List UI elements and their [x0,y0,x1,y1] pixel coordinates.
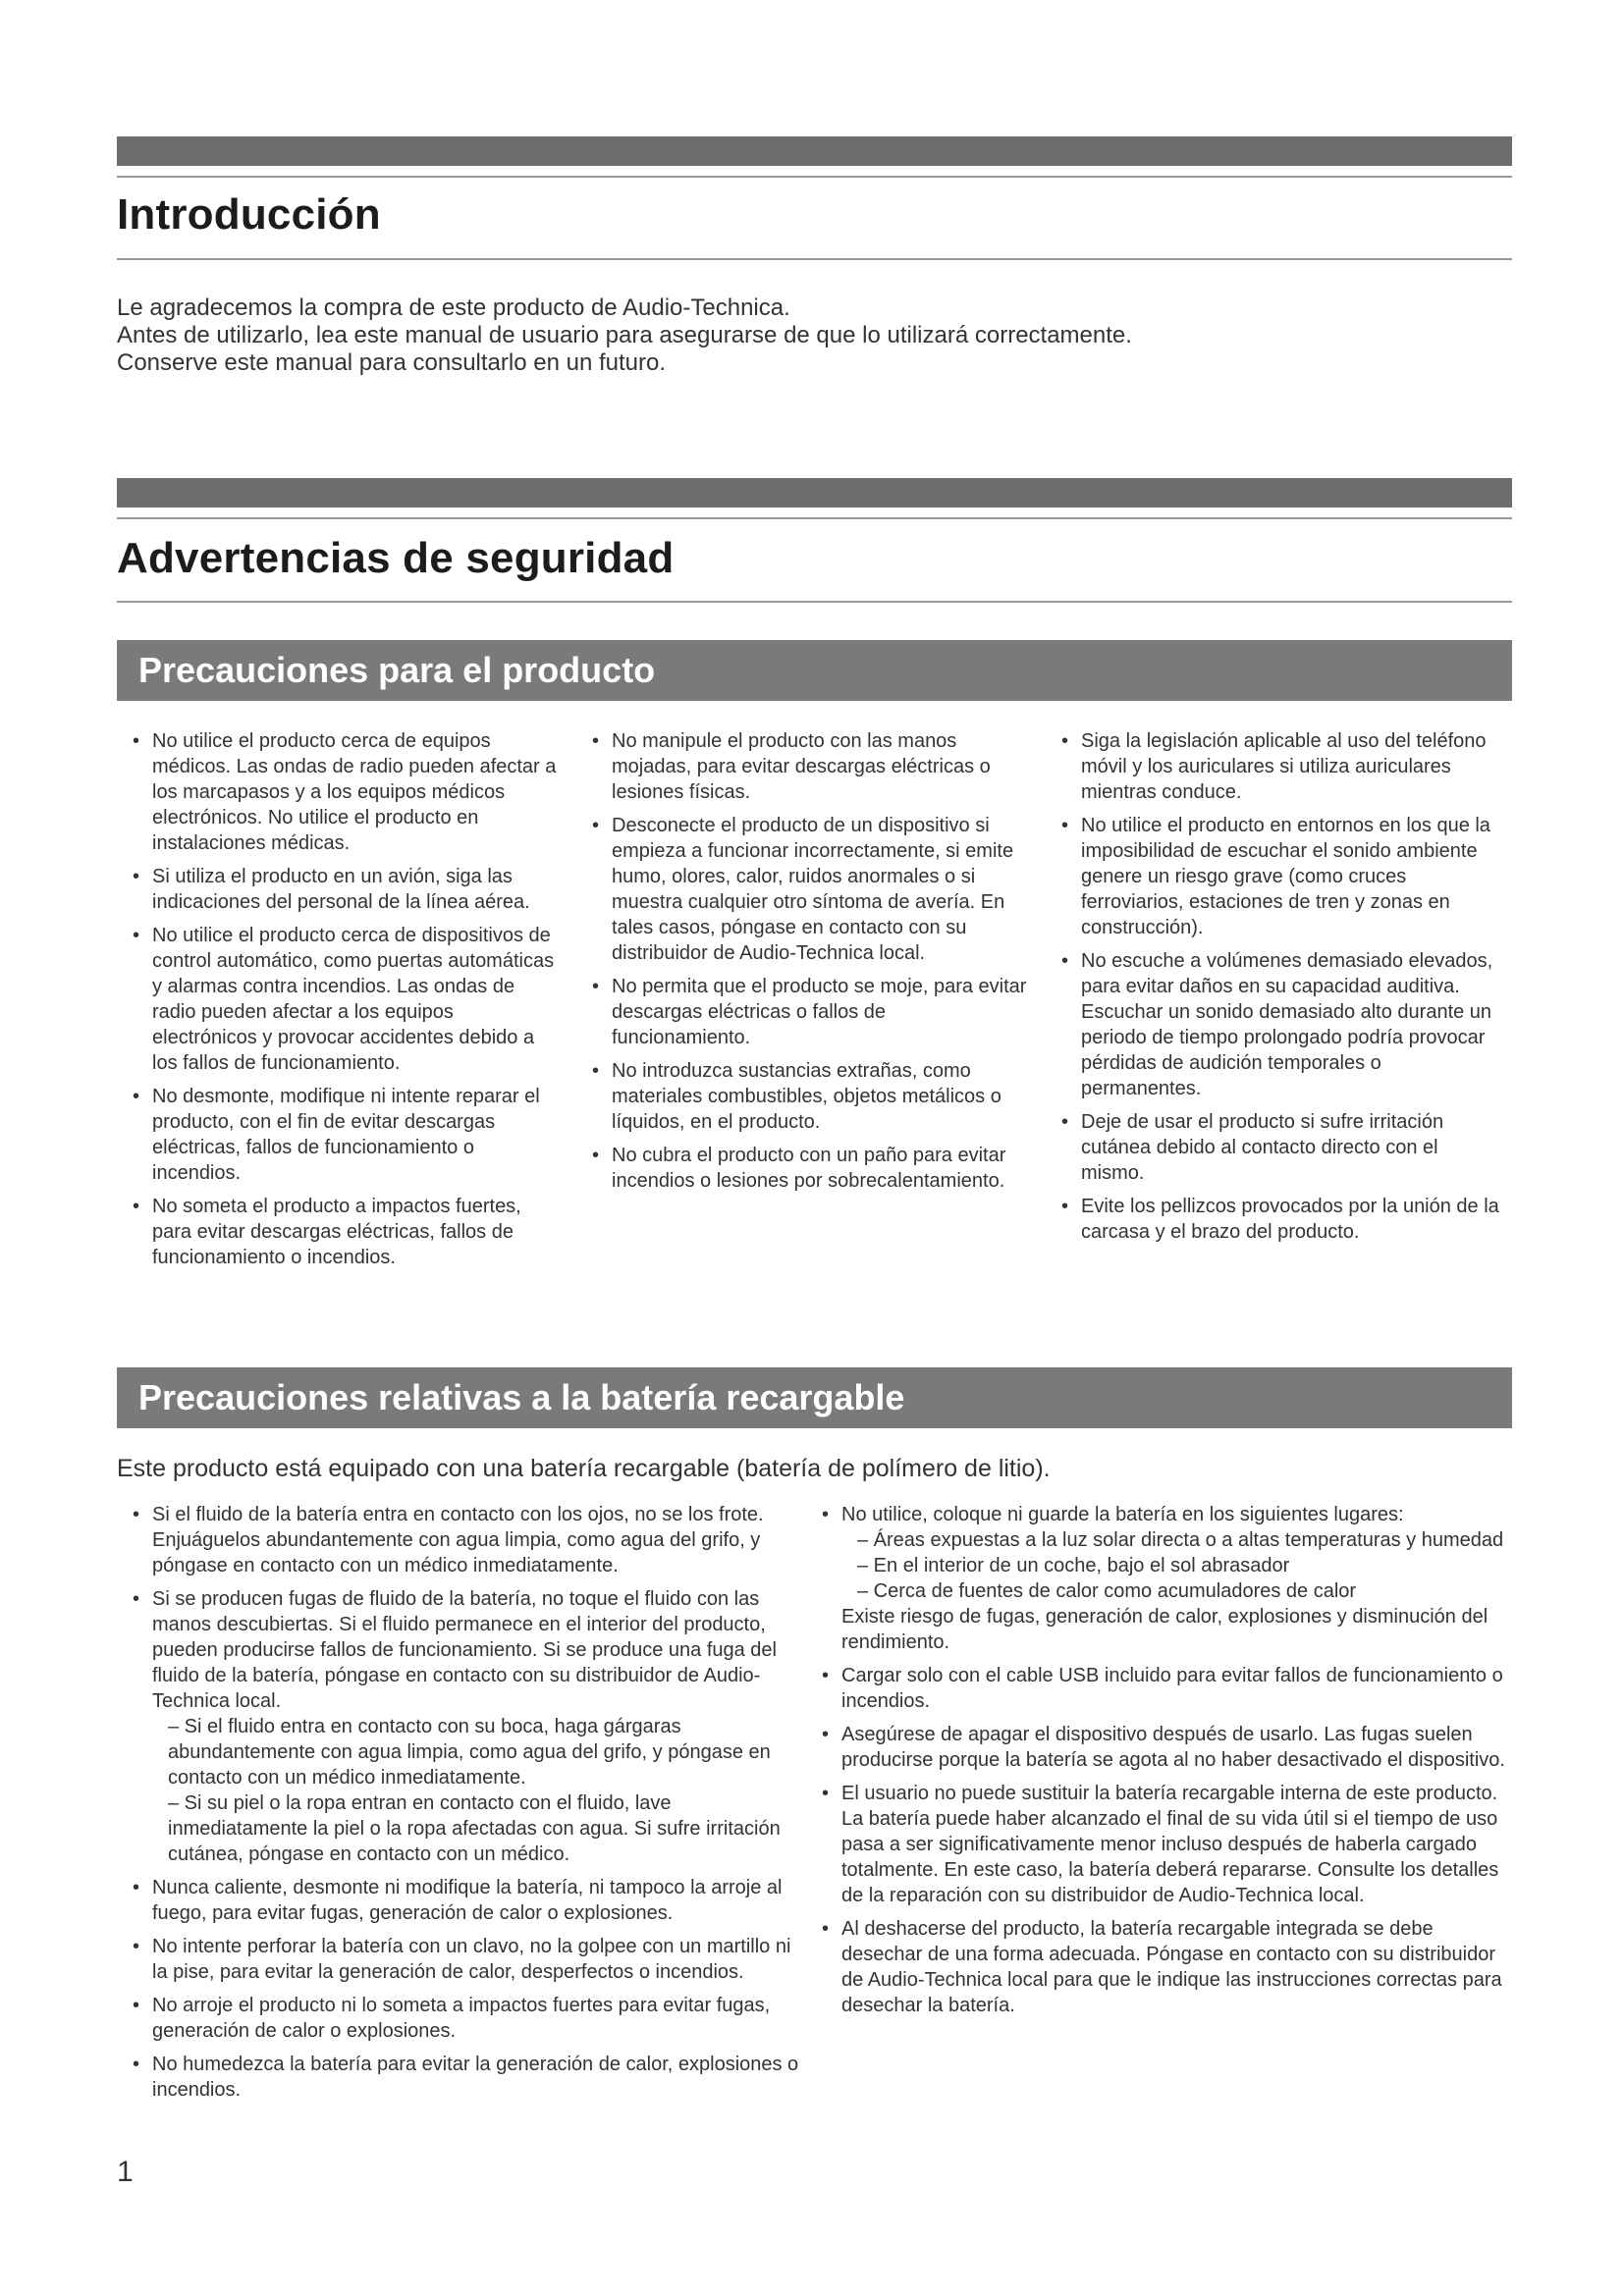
intro-text [117,294,1512,377]
list-item: • No manipule el producto con las manos mojadas, para evitar descargas eléctricas o lesiones físicas. [585,728,1027,805]
list-item: • No desmonte, modifique ni intente reparar el producto, con el fin de evitar descargas eléctricas, fallos de funcionamiento o incendios. [126,1084,558,1186]
list-item-text: Al deshacerse del producto, la batería recargable integrada se debe desechar de una forma adecuada. Póngase en contacto con su distribuidor de Audio-Technica local para que le indique las instrucciones correctas para desechar la batería. [841,1918,1502,2016]
list-item-text: Asegúrese de apagar el dispositivo después de usarlo. Las fugas suelen producirse porque la batería se agota al no haber desactivado el dispositivo. [841,1724,1505,1771]
product-precautions-col-1 [126,728,558,1278]
list-item: • Deje de usar el producto si sufre irritación cutánea debido al contacto directo con el mismo. [1055,1109,1506,1186]
divider [117,176,1512,178]
list-item: • No escuche a volúmenes demasiado elevados, para evitar daños en su capacidad auditiva. Escuchar un sonido demasiado alto durante un periodo de tiempo prolongado podría provocar pérdidas de audición temporales o permanentes. [1055,948,1506,1101]
battery-precautions-col-right [815,1502,1507,2026]
list-item [126,1502,803,1578]
list-item: • Siga la legislación aplicable al uso del teléfono móvil y los auriculares si utiliza auriculares mientras conduce. [1055,728,1506,805]
page-number: 1 [117,2156,134,2188]
list-item: • No cubra el producto con un paño para evitar incendios o lesiones por sobrecalentamiento. [585,1143,1027,1194]
intro-paragraph: Le agradecemos la compra de este producto de Audio-Technica. [117,294,790,321]
list-item: • No someta el producto a impactos fuertes, para evitar descargas eléctricas, fallos de funcionamiento o incendios. [126,1194,558,1270]
section-header-bar [117,478,1512,507]
list-item: • No utilice el producto cerca de dispositivos de control automático, como puertas automáticas y alarmas contra incendios. Las ondas de radio pueden afectar a los equipos electrónicos y provocar accidentes debido a los fallos de funcionamiento. [126,923,558,1076]
list-item: • Desconecte el producto de un dispositivo si empieza a funcionar incorrectamente, si emite humo, olores, calor, ruidos anormales o si muestra cualquier otro síntoma de avería. En tales casos, póngase en contacto con su distribuidor de Audio-Technica local. [585,813,1027,966]
list-item: • No permita que el producto se moje, para evitar descargas eléctricas o fallos de funcionamiento. [585,974,1027,1050]
list-item [815,1916,1507,2018]
divider [117,601,1512,603]
list-item-text: No intente perforar la batería con un clavo, no la golpee con un martillo ni la pise, para evitar la generación de calor, desperfectos o incendios. [152,1936,791,1983]
list-item-text: Cargar solo con el cable USB incluido para evitar fallos de funcionamiento o incendios. [841,1665,1503,1712]
list-item [126,1586,803,1867]
list-item [126,1993,803,2044]
safety-title: Advertencias de seguridad [117,534,675,582]
list-subitem: – Si el fluido entra en contacto con su boca, haga gárgaras abundantemente con agua limpia, como agua del grifo, y póngase en contacto con un médico inmediatamente. [168,1716,771,1789]
list-item-text: Si el fluido de la batería entra en contacto con los ojos, no se los frote. Enjuáguelos abundantemente con agua limpia, como agua del grifo, y póngase en contacto con un médico inmediatamente. [152,1504,764,1576]
list-item-text: No utilice, coloque ni guarde la batería en los siguientes lugares: [841,1504,1404,1525]
battery-intro: Este producto está equipado con una batería recargable (batería de polímero de litio). [117,1455,1051,1482]
list-item: • Si utiliza el producto en un avión, siga las indicaciones del personal de la línea aérea. [126,864,558,915]
list-item: • No utilice el producto en entornos en los que la imposibilidad de escuchar el sonido ambiente genere un riesgo grave (como cruces ferroviarios, estaciones de tren y zonas en construcción). [1055,813,1506,940]
list-item [126,1875,803,1926]
list-item-text: Nunca caliente, desmonte ni modifique la batería, ni tampoco la arroje al fuego, para evitar fugas, generación de calor o explosiones. [152,1877,783,1924]
battery-precautions-col-left [126,1502,803,2110]
list-subitem: – Cerca de fuentes de calor como acumuladores de calor [857,1580,1357,1602]
list-item-text: Si se producen fugas de fluido de la batería, no toque el fluido con las manos descubiertas. Si el fluido permanece en el interior del producto, pueden producirse fallos de funcionamiento. Si se produce una fuga del fluido de la batería, póngase en contacto con su distribuidor de Audio-Technica local. [152,1588,777,1712]
battery-precautions-banner [117,1367,1512,1428]
list-item [815,1781,1507,1908]
product-precautions-col-3 [1055,728,1506,1253]
battery-precautions-title: Precauciones relativas a la batería recargable [138,1377,905,1417]
list-subitem: – Áreas expuestas a la luz solar directa o a altas temperaturas y humedad [857,1529,1504,1551]
product-precautions-banner [117,640,1512,701]
product-precautions-title: Precauciones para el producto [138,650,656,690]
intro-paragraph: Antes de utilizarlo, lea este manual de usuario para asegurarse de que lo utilizará correctamente. [117,322,1132,348]
intro-paragraph: Conserve este manual para consultarlo en un futuro. [117,349,666,376]
section-header-bar [117,136,1512,166]
list-item [815,1502,1507,1655]
list-item-text: El usuario no puede sustituir la batería recargable interna de este producto. La batería puede haber alcanzado el final de su vida útil si el tiempo de uso pasa a ser significativamente menor incluso después de haberla cargado totalmente. En este caso, la batería deberá repararse. Consulte los detalles de la reparación con su distribuidor de Audio-Technica local. [841,1783,1499,1906]
list-item [126,2052,803,2103]
list-item-text: No arroje el producto ni lo someta a impactos fuertes para evitar fugas, generación de calor o explosiones. [152,1995,771,2042]
list-item [126,1934,803,1985]
list-item [815,1722,1507,1773]
list-item-note: Existe riesgo de fugas, generación de calor, explosiones y disminución del rendimiento. [841,1606,1489,1653]
list-item-text: No humedezca la batería para evitar la generación de calor, explosiones o incendios. [152,2054,799,2101]
divider [117,517,1512,519]
list-item [815,1663,1507,1714]
list-item: • No introduzca sustancias extrañas, como materiales combustibles, objetos metálicos o líquidos, en el producto. [585,1058,1027,1135]
list-subitem: – En el interior de un coche, bajo el sol abrasador [857,1555,1290,1576]
intro-title: Introducción [117,190,381,239]
product-precautions-col-2 [585,728,1027,1201]
divider [117,258,1512,260]
list-item: • Evite los pellizcos provocados por la unión de la carcasa y el brazo del producto. [1055,1194,1506,1245]
list-subitem: – Si su piel o la ropa entran en contacto con el fluido, lave inmediatamente la piel o la ropa afectadas con agua. Si sufre irritación cutánea, póngase en contacto con un médico. [168,1792,781,1865]
list-item: • No utilice el producto cerca de equipos médicos. Las ondas de radio pueden afectar a los marcapasos y a los equipos médicos electrónicos. No utilice el producto en instalaciones médicas. [126,728,558,856]
